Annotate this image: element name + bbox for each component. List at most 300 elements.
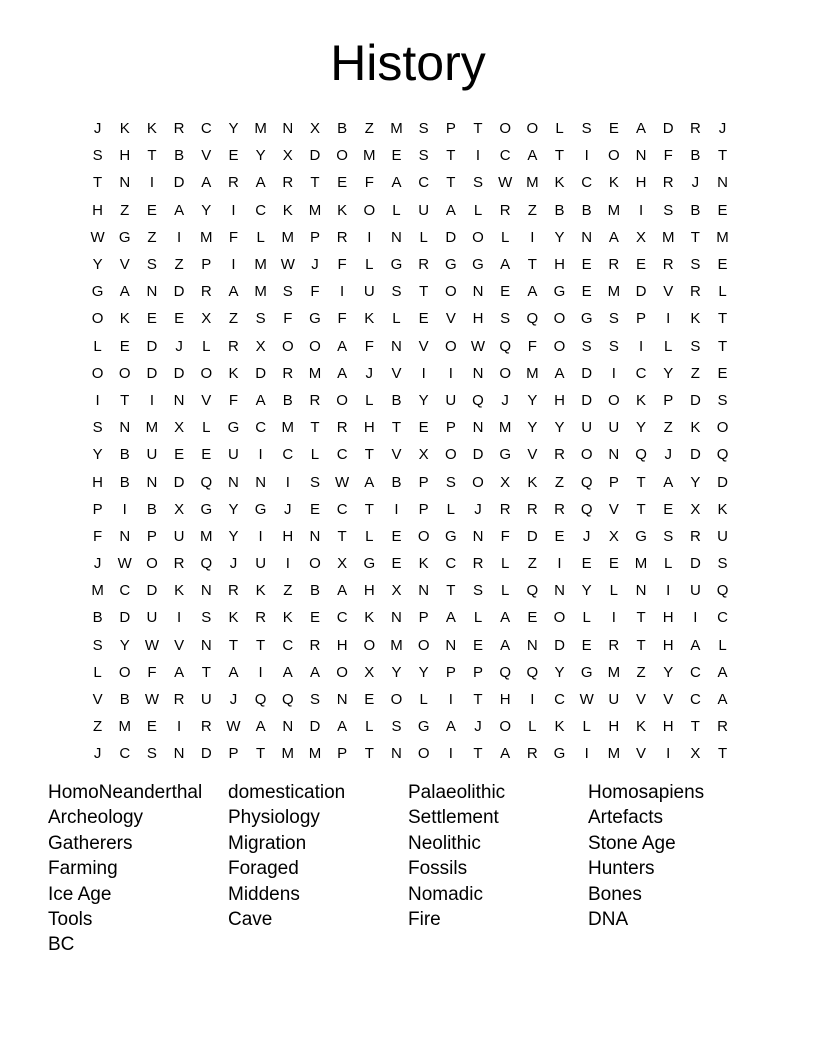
- grid-letter[interactable]: N: [418, 582, 430, 600]
- grid-letter[interactable]: A: [527, 283, 538, 301]
- grid-letter[interactable]: W: [335, 473, 350, 491]
- grid-letter[interactable]: P: [608, 473, 619, 491]
- grid-letter[interactable]: S: [663, 201, 674, 219]
- grid-letter[interactable]: V: [201, 147, 212, 165]
- grid-letter[interactable]: N: [635, 582, 647, 600]
- grid-letter[interactable]: Z: [147, 228, 157, 246]
- grid-letter[interactable]: I: [340, 283, 345, 301]
- grid-letter[interactable]: R: [554, 446, 565, 464]
- grid-letter[interactable]: D: [635, 283, 647, 301]
- grid-letter[interactable]: M: [607, 745, 621, 763]
- grid-letter[interactable]: B: [554, 201, 565, 219]
- grid-letter[interactable]: W: [90, 228, 105, 246]
- grid-letter[interactable]: B: [282, 391, 293, 409]
- grid-letter[interactable]: V: [636, 745, 647, 763]
- grid-letter[interactable]: A: [337, 337, 348, 355]
- grid-letter[interactable]: T: [446, 174, 456, 192]
- grid-letter[interactable]: E: [663, 500, 674, 518]
- grid-letter[interactable]: Y: [636, 419, 647, 437]
- grid-letter[interactable]: J: [691, 174, 700, 192]
- grid-letter[interactable]: M: [281, 419, 295, 437]
- grid-letter[interactable]: S: [690, 337, 701, 355]
- grid-letter[interactable]: S: [581, 337, 592, 355]
- grid-letter[interactable]: K: [255, 582, 266, 600]
- grid-letter[interactable]: E: [146, 718, 157, 736]
- grid-letter[interactable]: A: [255, 391, 266, 409]
- grid-letter[interactable]: K: [418, 555, 429, 573]
- grid-letter[interactable]: Z: [93, 718, 103, 736]
- grid-letter[interactable]: X: [391, 582, 402, 600]
- grid-letter[interactable]: Y: [92, 256, 103, 274]
- grid-letter[interactable]: K: [337, 201, 348, 219]
- grid-letter[interactable]: E: [174, 310, 185, 328]
- grid-letter[interactable]: I: [258, 527, 263, 545]
- grid-letter[interactable]: A: [174, 663, 185, 681]
- grid-letter[interactable]: M: [91, 582, 104, 600]
- grid-letter[interactable]: A: [255, 174, 266, 192]
- grid-letter[interactable]: R: [173, 120, 185, 138]
- grid-letter[interactable]: T: [690, 718, 700, 736]
- grid-letter[interactable]: L: [310, 446, 320, 464]
- grid-letter[interactable]: O: [580, 446, 593, 464]
- grid-letter[interactable]: K: [554, 718, 565, 736]
- grid-letter[interactable]: G: [635, 527, 647, 545]
- grid-letter[interactable]: D: [146, 582, 158, 600]
- grid-letter[interactable]: E: [309, 609, 320, 627]
- grid-letter[interactable]: O: [417, 527, 430, 545]
- grid-letter[interactable]: K: [636, 718, 647, 736]
- grid-letter[interactable]: X: [500, 473, 511, 491]
- grid-letter[interactable]: Z: [228, 310, 239, 328]
- grid-letter[interactable]: E: [581, 555, 592, 573]
- grid-letter[interactable]: R: [200, 283, 212, 301]
- grid-letter[interactable]: R: [499, 500, 511, 518]
- grid-letter[interactable]: Y: [228, 120, 239, 138]
- grid-letter[interactable]: Q: [254, 691, 267, 709]
- grid-letter[interactable]: A: [500, 745, 511, 763]
- grid-letter[interactable]: E: [391, 147, 402, 165]
- grid-letter[interactable]: Z: [554, 473, 565, 491]
- grid-letter[interactable]: C: [445, 555, 457, 573]
- grid-letter[interactable]: E: [119, 337, 130, 355]
- grid-letter[interactable]: E: [146, 201, 157, 219]
- grid-letter[interactable]: V: [608, 500, 619, 518]
- grid-letter[interactable]: I: [122, 500, 127, 518]
- grid-letter[interactable]: T: [690, 228, 700, 246]
- grid-letter[interactable]: Q: [499, 337, 511, 355]
- grid-letter[interactable]: S: [282, 283, 293, 301]
- grid-letter[interactable]: G: [118, 228, 131, 246]
- grid-letter[interactable]: N: [391, 228, 402, 246]
- grid-letter[interactable]: D: [173, 364, 185, 382]
- grid-letter[interactable]: S: [391, 718, 402, 736]
- grid-letter[interactable]: A: [445, 201, 456, 219]
- grid-letter[interactable]: A: [636, 120, 647, 138]
- grid-letter[interactable]: K: [282, 201, 293, 219]
- grid-letter[interactable]: H: [363, 419, 375, 437]
- grid-letter[interactable]: C: [554, 691, 565, 709]
- grid-letter[interactable]: R: [608, 636, 620, 654]
- grid-letter[interactable]: A: [337, 582, 348, 600]
- grid-letter[interactable]: G: [309, 310, 321, 328]
- grid-letter[interactable]: E: [391, 555, 402, 573]
- grid-letter[interactable]: S: [201, 609, 212, 627]
- grid-letter[interactable]: D: [581, 391, 593, 409]
- grid-letter[interactable]: R: [173, 691, 185, 709]
- grid-letter[interactable]: R: [472, 555, 484, 573]
- grid-letter[interactable]: W: [144, 691, 160, 709]
- grid-letter[interactable]: A: [255, 718, 266, 736]
- grid-letter[interactable]: R: [309, 391, 321, 409]
- grid-letter[interactable]: H: [554, 391, 565, 409]
- grid-letter[interactable]: Z: [174, 256, 184, 274]
- grid-letter[interactable]: B: [309, 582, 320, 600]
- grid-letter[interactable]: P: [445, 120, 456, 138]
- grid-letter[interactable]: E: [146, 310, 157, 328]
- grid-letter[interactable]: G: [580, 310, 593, 328]
- grid-letter[interactable]: E: [717, 364, 728, 382]
- grid-letter[interactable]: W: [117, 555, 132, 573]
- grid-letter[interactable]: C: [255, 201, 267, 219]
- grid-letter[interactable]: Y: [228, 500, 239, 518]
- grid-letter[interactable]: I: [666, 310, 671, 328]
- grid-letter[interactable]: O: [390, 691, 403, 709]
- grid-letter[interactable]: C: [499, 147, 511, 165]
- grid-letter[interactable]: Z: [120, 201, 130, 219]
- grid-letter[interactable]: I: [367, 228, 372, 246]
- grid-letter[interactable]: Q: [472, 391, 484, 409]
- grid-letter[interactable]: K: [364, 310, 375, 328]
- grid-letter[interactable]: K: [228, 364, 239, 382]
- grid-letter[interactable]: D: [255, 364, 267, 382]
- grid-letter[interactable]: T: [717, 337, 728, 355]
- grid-letter[interactable]: P: [445, 663, 456, 681]
- grid-letter[interactable]: M: [661, 228, 675, 246]
- grid-letter[interactable]: V: [663, 691, 674, 709]
- grid-letter[interactable]: J: [474, 718, 482, 736]
- grid-letter[interactable]: M: [254, 256, 267, 274]
- grid-letter[interactable]: A: [690, 636, 701, 654]
- grid-letter[interactable]: O: [417, 745, 430, 763]
- grid-letter[interactable]: V: [636, 691, 647, 709]
- grid-letter[interactable]: A: [228, 663, 239, 681]
- grid-letter[interactable]: K: [717, 500, 728, 518]
- grid-letter[interactable]: M: [308, 745, 322, 763]
- grid-letter[interactable]: D: [146, 364, 158, 382]
- grid-letter[interactable]: R: [662, 256, 674, 274]
- grid-letter[interactable]: V: [174, 636, 185, 654]
- grid-letter[interactable]: Y: [527, 419, 538, 437]
- grid-letter[interactable]: S: [472, 174, 483, 192]
- grid-letter[interactable]: C: [119, 745, 131, 763]
- grid-letter[interactable]: I: [177, 718, 182, 736]
- grid-letter[interactable]: I: [557, 555, 562, 573]
- grid-letter[interactable]: A: [309, 663, 320, 681]
- grid-letter[interactable]: T: [120, 391, 130, 409]
- grid-letter[interactable]: R: [200, 718, 212, 736]
- grid-letter[interactable]: A: [337, 718, 348, 736]
- grid-letter[interactable]: L: [664, 555, 673, 573]
- grid-letter[interactable]: E: [608, 555, 619, 573]
- grid-letter[interactable]: N: [391, 745, 402, 763]
- grid-letter[interactable]: Y: [418, 663, 429, 681]
- grid-letter[interactable]: G: [580, 663, 593, 681]
- grid-letter[interactable]: S: [500, 310, 511, 328]
- grid-letter[interactable]: N: [472, 364, 484, 382]
- grid-letter[interactable]: B: [146, 500, 157, 518]
- grid-letter[interactable]: Q: [526, 663, 539, 681]
- grid-letter[interactable]: F: [364, 174, 374, 192]
- grid-letter[interactable]: L: [528, 718, 537, 736]
- grid-letter[interactable]: E: [581, 256, 592, 274]
- grid-letter[interactable]: C: [635, 364, 647, 382]
- grid-letter[interactable]: R: [662, 174, 674, 192]
- grid-letter[interactable]: E: [608, 120, 619, 138]
- grid-letter[interactable]: R: [228, 174, 239, 192]
- grid-letter[interactable]: H: [608, 718, 620, 736]
- grid-letter[interactable]: Y: [554, 419, 565, 437]
- grid-letter[interactable]: A: [717, 663, 728, 681]
- grid-letter[interactable]: T: [201, 663, 211, 681]
- grid-letter[interactable]: I: [530, 228, 535, 246]
- grid-letter[interactable]: Q: [281, 691, 294, 709]
- grid-letter[interactable]: S: [255, 310, 266, 328]
- grid-letter[interactable]: E: [364, 691, 375, 709]
- grid-letter[interactable]: Z: [527, 555, 537, 573]
- grid-letter[interactable]: S: [418, 147, 429, 165]
- grid-letter[interactable]: F: [527, 337, 537, 355]
- grid-letter[interactable]: W: [280, 256, 295, 274]
- grid-letter[interactable]: E: [337, 174, 348, 192]
- grid-letter[interactable]: B: [581, 201, 592, 219]
- grid-letter[interactable]: X: [201, 310, 212, 328]
- grid-letter[interactable]: E: [418, 419, 429, 437]
- grid-letter[interactable]: U: [445, 391, 457, 409]
- grid-letter[interactable]: O: [309, 555, 321, 573]
- grid-letter[interactable]: O: [118, 364, 131, 382]
- grid-letter[interactable]: G: [390, 256, 403, 274]
- grid-letter[interactable]: A: [364, 473, 375, 491]
- grid-letter[interactable]: H: [662, 636, 674, 654]
- grid-letter[interactable]: F: [500, 527, 510, 545]
- grid-letter[interactable]: N: [282, 718, 294, 736]
- grid-letter[interactable]: M: [200, 228, 213, 246]
- grid-letter[interactable]: Q: [200, 555, 213, 573]
- grid-letter[interactable]: T: [228, 636, 239, 654]
- grid-letter[interactable]: A: [445, 609, 456, 627]
- grid-letter[interactable]: M: [254, 120, 267, 138]
- grid-letter[interactable]: Y: [663, 663, 674, 681]
- grid-letter[interactable]: Z: [636, 663, 646, 681]
- grid-letter[interactable]: Y: [527, 391, 538, 409]
- grid-letter[interactable]: M: [254, 283, 267, 301]
- grid-letter[interactable]: H: [363, 582, 375, 600]
- grid-letter[interactable]: A: [282, 663, 293, 681]
- grid-letter[interactable]: Q: [580, 500, 593, 518]
- grid-letter[interactable]: O: [499, 364, 511, 382]
- grid-letter[interactable]: T: [419, 283, 429, 301]
- grid-letter[interactable]: R: [608, 256, 620, 274]
- grid-letter[interactable]: Y: [391, 663, 402, 681]
- grid-letter[interactable]: H: [635, 174, 647, 192]
- grid-letter[interactable]: O: [200, 364, 213, 382]
- grid-letter[interactable]: N: [255, 473, 267, 491]
- grid-letter[interactable]: E: [174, 446, 185, 464]
- grid-letter[interactable]: P: [636, 310, 647, 328]
- grid-letter[interactable]: O: [146, 555, 158, 573]
- grid-letter[interactable]: G: [444, 256, 457, 274]
- grid-letter[interactable]: I: [177, 609, 182, 627]
- grid-letter[interactable]: E: [418, 310, 429, 328]
- grid-letter[interactable]: Q: [200, 473, 213, 491]
- grid-letter[interactable]: U: [581, 419, 593, 437]
- grid-letter[interactable]: I: [231, 256, 236, 274]
- grid-letter[interactable]: T: [473, 120, 483, 138]
- grid-letter[interactable]: A: [119, 283, 130, 301]
- grid-letter[interactable]: S: [418, 120, 429, 138]
- grid-letter[interactable]: E: [581, 283, 592, 301]
- grid-letter[interactable]: W: [579, 691, 594, 709]
- grid-letter[interactable]: V: [201, 391, 212, 409]
- grid-letter[interactable]: G: [363, 555, 376, 573]
- grid-letter[interactable]: Q: [580, 473, 593, 491]
- grid-letter[interactable]: I: [693, 609, 698, 627]
- grid-letter[interactable]: D: [554, 636, 565, 654]
- grid-letter[interactable]: I: [95, 391, 100, 409]
- grid-letter[interactable]: O: [472, 473, 484, 491]
- grid-letter[interactable]: A: [174, 201, 185, 219]
- grid-letter[interactable]: A: [717, 691, 728, 709]
- grid-letter[interactable]: X: [282, 147, 293, 165]
- grid-letter[interactable]: V: [391, 446, 402, 464]
- grid-letter[interactable]: S: [608, 310, 619, 328]
- grid-letter[interactable]: E: [201, 446, 212, 464]
- grid-letter[interactable]: P: [445, 419, 456, 437]
- grid-letter[interactable]: M: [526, 364, 539, 382]
- grid-letter[interactable]: K: [364, 609, 375, 627]
- grid-letter[interactable]: I: [611, 364, 616, 382]
- grid-letter[interactable]: A: [608, 228, 619, 246]
- grid-letter[interactable]: K: [527, 473, 538, 491]
- grid-letter[interactable]: I: [530, 691, 535, 709]
- grid-letter[interactable]: I: [584, 147, 589, 165]
- grid-letter[interactable]: D: [309, 147, 321, 165]
- grid-letter[interactable]: J: [93, 555, 102, 573]
- grid-letter[interactable]: L: [664, 337, 673, 355]
- grid-letter[interactable]: A: [201, 174, 212, 192]
- grid-letter[interactable]: M: [390, 120, 403, 138]
- grid-letter[interactable]: L: [582, 718, 591, 736]
- grid-letter[interactable]: C: [717, 609, 728, 627]
- grid-letter[interactable]: R: [418, 256, 430, 274]
- grid-letter[interactable]: N: [472, 527, 484, 545]
- grid-letter[interactable]: O: [444, 337, 457, 355]
- grid-letter[interactable]: T: [636, 636, 646, 654]
- grid-letter[interactable]: R: [309, 636, 321, 654]
- grid-letter[interactable]: R: [282, 364, 294, 382]
- grid-letter[interactable]: Q: [499, 663, 511, 681]
- grid-letter[interactable]: U: [608, 691, 620, 709]
- grid-letter[interactable]: N: [391, 337, 402, 355]
- grid-letter[interactable]: N: [472, 419, 484, 437]
- grid-letter[interactable]: F: [147, 663, 157, 681]
- grid-letter[interactable]: D: [689, 391, 701, 409]
- grid-letter[interactable]: K: [146, 120, 157, 138]
- grid-letter[interactable]: K: [282, 609, 293, 627]
- grid-letter[interactable]: L: [93, 337, 102, 355]
- grid-letter[interactable]: L: [473, 609, 483, 627]
- grid-letter[interactable]: N: [336, 691, 348, 709]
- grid-letter[interactable]: I: [475, 147, 481, 165]
- grid-letter[interactable]: M: [200, 527, 213, 545]
- grid-letter[interactable]: M: [607, 663, 621, 681]
- grid-letter[interactable]: N: [119, 527, 131, 545]
- grid-letter[interactable]: S: [92, 636, 103, 654]
- grid-letter[interactable]: I: [666, 745, 671, 763]
- grid-letter[interactable]: I: [666, 582, 671, 600]
- grid-letter[interactable]: M: [607, 283, 621, 301]
- grid-letter[interactable]: K: [636, 391, 647, 409]
- grid-letter[interactable]: Y: [418, 391, 429, 409]
- grid-letter[interactable]: Y: [690, 473, 701, 491]
- grid-letter[interactable]: A: [500, 636, 511, 654]
- grid-letter[interactable]: W: [144, 636, 160, 654]
- grid-letter[interactable]: M: [145, 419, 159, 437]
- grid-letter[interactable]: N: [173, 391, 185, 409]
- grid-letter[interactable]: B: [92, 609, 103, 627]
- grid-letter[interactable]: F: [228, 228, 239, 246]
- grid-letter[interactable]: E: [500, 283, 511, 301]
- grid-letter[interactable]: D: [173, 283, 185, 301]
- grid-letter[interactable]: X: [255, 337, 266, 355]
- grid-letter[interactable]: Q: [526, 310, 539, 328]
- grid-letter[interactable]: T: [527, 256, 537, 274]
- grid-letter[interactable]: D: [200, 745, 212, 763]
- grid-letter[interactable]: Z: [527, 201, 537, 219]
- grid-letter[interactable]: O: [444, 446, 457, 464]
- grid-letter[interactable]: G: [444, 527, 457, 545]
- grid-letter[interactable]: L: [718, 636, 727, 654]
- grid-letter[interactable]: I: [149, 174, 155, 192]
- grid-letter[interactable]: M: [526, 174, 539, 192]
- grid-letter[interactable]: B: [119, 473, 130, 491]
- grid-letter[interactable]: A: [445, 718, 456, 736]
- grid-letter[interactable]: S: [472, 582, 483, 600]
- grid-letter[interactable]: O: [336, 391, 348, 409]
- grid-letter[interactable]: G: [254, 500, 267, 518]
- grid-letter[interactable]: A: [663, 473, 674, 491]
- grid-letter[interactable]: T: [391, 419, 402, 437]
- grid-letter[interactable]: T: [554, 147, 565, 165]
- grid-letter[interactable]: P: [201, 256, 212, 274]
- grid-letter[interactable]: R: [499, 201, 511, 219]
- grid-letter[interactable]: H: [662, 609, 674, 627]
- grid-letter[interactable]: N: [119, 419, 131, 437]
- grid-letter[interactable]: K: [119, 120, 130, 138]
- grid-letter[interactable]: N: [200, 636, 212, 654]
- grid-letter[interactable]: R: [689, 120, 701, 138]
- grid-letter[interactable]: R: [554, 500, 565, 518]
- grid-letter[interactable]: X: [608, 527, 619, 545]
- grid-letter[interactable]: A: [500, 609, 511, 627]
- grid-letter[interactable]: N: [526, 636, 538, 654]
- grid-letter[interactable]: I: [285, 555, 290, 573]
- grid-letter[interactable]: O: [716, 419, 729, 437]
- grid-letter[interactable]: O: [526, 120, 539, 138]
- grid-letter[interactable]: G: [499, 446, 511, 464]
- grid-letter[interactable]: T: [473, 745, 483, 763]
- grid-letter[interactable]: V: [663, 283, 674, 301]
